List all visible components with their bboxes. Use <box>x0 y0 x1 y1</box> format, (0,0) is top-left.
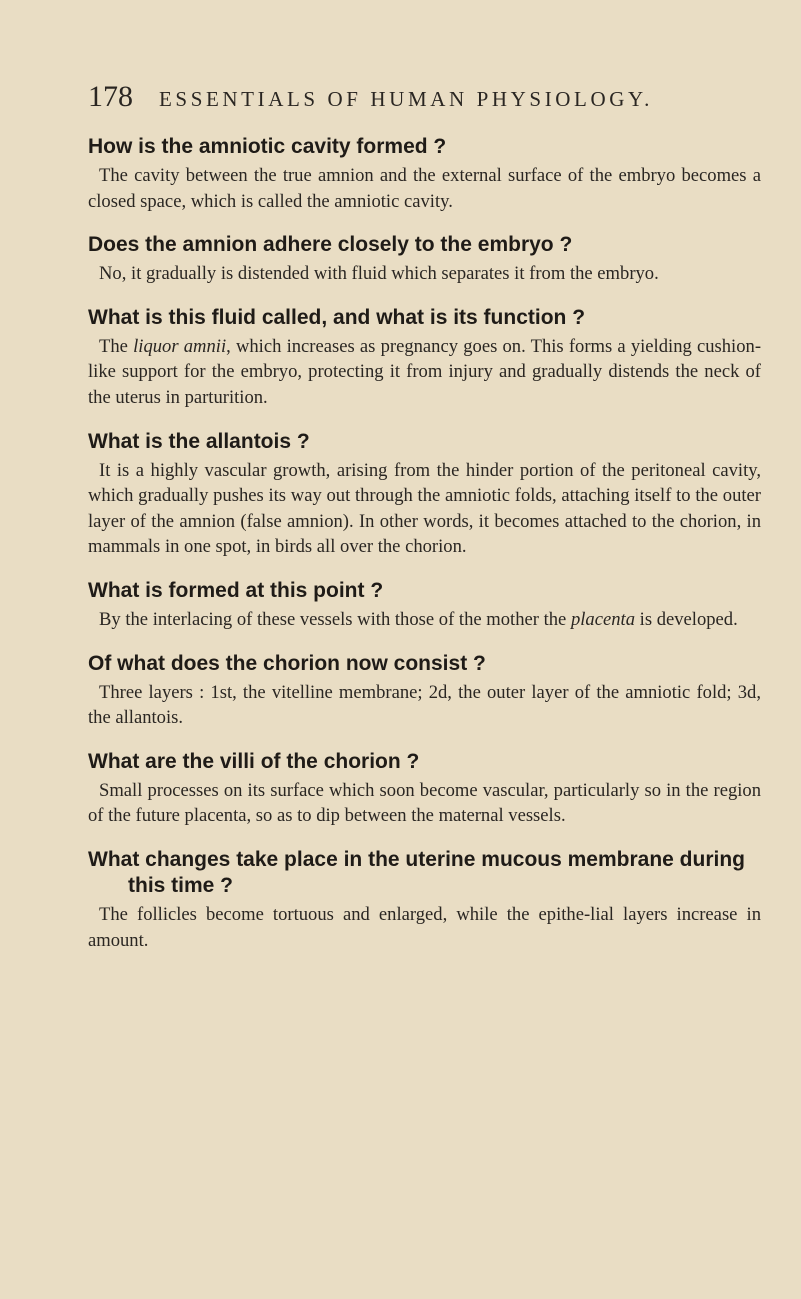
answer: It is a highly vascular growth, arising from the hinder portion of the peritoneal cavity, which gradually pushes its way out through the amniotic folds, attaching itself to the outer layer of the amnion (false amnion). In other words, it becomes attached to the chorion, in mammals in one spot, in birds all over the chorion. <box>88 459 761 558</box>
question: Of what does the chorion now consist ? <box>88 651 486 675</box>
qa-entry <box>88 305 761 411</box>
question: What is formed at this point ? <box>88 578 384 602</box>
question: Does the amnion adhere closely to the embryo ? <box>88 233 573 257</box>
qa-entry <box>88 578 761 633</box>
answer: Small processes on its surface which soon become vascular, particularly so in the region of the future placenta, so as to dip between the maternal vessels. <box>88 779 761 827</box>
qa-entry <box>88 749 761 829</box>
question: What is the allantois ? <box>88 429 310 453</box>
question: What is this fluid called, and what is its function ? <box>88 305 586 329</box>
qa-entry <box>88 651 761 731</box>
answer: The cavity between the true amnion and the external surface of the embryo becomes a closed space, which is called the amniotic cavity. <box>88 165 761 212</box>
answer: Three layers : 1st, the vitelline membrane; 2d, the outer layer of the amniotic fold; 3d, the allantois. <box>88 681 761 729</box>
answer: No, it gradually is distended with fluid which separates it from the embryo. <box>99 263 659 285</box>
qa-entry <box>88 429 761 560</box>
question: What are the villi of the chorion ? <box>88 749 420 773</box>
question: How is the amniotic cavity formed ? <box>88 135 447 158</box>
qa-entry <box>88 232 761 287</box>
running-header <box>88 80 761 134</box>
answer: By the interlacing of these vessels with those of the mother the placenta is developed. <box>99 608 738 630</box>
answer: The follicles become tortuous and enlarged, while the epithe-lial layers increase in amount. <box>88 903 761 951</box>
qa-entry <box>88 847 761 953</box>
answer: The liquor amnii, which increases as pregnancy goes on. This forms a yielding cushion-like support for the embryo, protecting it from injury and gradually distends the neck of the uterus in parturition. <box>88 335 762 408</box>
page-number: 178 <box>88 80 133 113</box>
qa-entry <box>88 134 761 214</box>
running-title: ESSENTIALS OF HUMAN PHYSIOLOGY. <box>159 87 653 111</box>
question: What changes take place in the uterine mucous membrane during this time ? <box>88 847 745 897</box>
italic-term: placenta <box>570 608 635 630</box>
italic-term: liquor amnii <box>133 335 227 357</box>
